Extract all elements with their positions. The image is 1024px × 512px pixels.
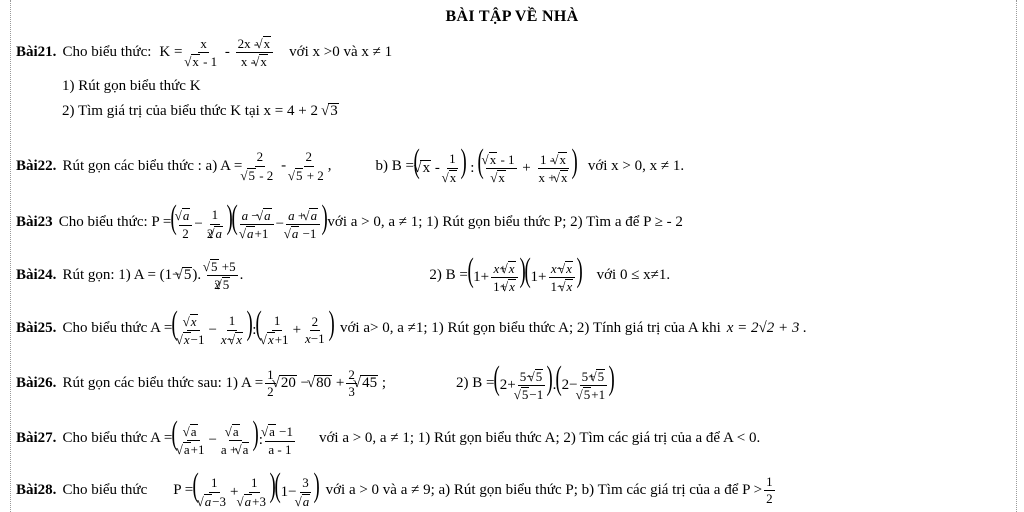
page-title: BÀI TẬP VỀ NHÀ: [445, 8, 579, 25]
exercise-24-condition: với 0 ≤ x≠1.: [596, 267, 671, 284]
exercise-24-label: Bài24.: [16, 267, 57, 284]
exercise-26: [16, 360, 615, 403]
exercise-24-b-label: 2) B =: [429, 267, 468, 284]
exercise-28-text: Cho biểu thức: [62, 481, 148, 498]
exercise-22-b-label: b) B =: [375, 158, 415, 175]
exercise-22-text: Rút gọn các biểu thức : a) A =: [62, 158, 243, 175]
exercise-25-tail: với a> 0, a ≠1; 1) Rút gọn biểu thức A; 2) Tính giá trị của A khi: [339, 320, 721, 337]
exercise-21-item-2: 2) Tìm giá trị của biểu thức K tại x = 4 + 2 √ 3: [62, 103, 339, 120]
exercise-23-label: Bài23: [16, 214, 53, 231]
exercise-23-text: Cho biểu thức: P =: [58, 214, 172, 231]
p-formula-23: ( √ $\frac{a}{2}$ − $\frac{1}{2√ a}$ )( a − √ a √ a+1 − a + √ a √ a −1 ): [171, 204, 327, 241]
exercise-21-text: Cho biểu thức:: [62, 44, 152, 61]
exercise-27-text: Cho biểu thức A =: [62, 430, 173, 447]
exercise-21-item-1: 1) Rút gọn biểu thức K: [62, 78, 201, 94]
a-formula-25: ( √ x √ x−1 − $\frac{1}{x-√ x}$ ):( 1 √ x+1 + $\frac{2}{x-1}$ ): [172, 310, 334, 347]
b-formula-26: (2+ 5−√ 5 √ 5−1 ).(2− 5+√ 5 √ 5+1 ): [494, 365, 614, 402]
a-formula-26: $\frac{1}{2}$ √ 20 − √ 80 + $\frac{2}{3}$ √ 45 ;: [263, 368, 386, 400]
exercise-25: [16, 305, 807, 348]
exercise-21-condition: với x >0 và x ≠ 1: [289, 44, 393, 61]
exercise-27-label: Bài27.: [16, 430, 57, 447]
exercise-23: [16, 199, 683, 242]
exercise-24: [16, 252, 671, 295]
exercise-22-label: Bài22.: [16, 158, 57, 175]
right-margin-line: [1016, 0, 1017, 512]
exercise-23-tail: với a > 0, a ≠ 1; 1) Rút gọn biểu thức P; 2) Tìm a để P ≥ - 2: [327, 214, 683, 231]
b-formula-24: (1+ $\frac{x+√ x}{1+√ x}$ )(1+ $\frac{x-√ x}{1-√ x}$ ): [468, 257, 583, 294]
exercise-28-label: Bài28.: [16, 481, 57, 498]
exercise-25-value: x = 2√2 + 3 .: [726, 320, 807, 337]
a-formula-24: √ 5). √ $\frac{5 +5}{2√ 5}$ .: [181, 259, 244, 293]
exercise-26-label: Bài26.: [16, 375, 57, 392]
exercise-26-text: Rút gọn các biểu thức sau: 1) A =: [62, 375, 264, 392]
exercise-27-tail: với a > 0, a ≠ 1; 1) Rút gọn biểu thức A; 2) Tìm các giá trị của a để A < 0.: [318, 430, 761, 447]
exercise-25-text: Cho biểu thức A =: [62, 320, 173, 337]
k-formula: K = x √ x - 1 - $\frac{2x - √ x}{x - √ x}$: [159, 36, 275, 70]
exercise-28: [16, 467, 777, 509]
exercise-21: [16, 36, 392, 70]
exercise-24-text: Rút gọn: 1) A = (1−: [62, 267, 181, 284]
a-formula-27: ( √ a √ a+1 − √ $\frac{a}{a + √ a}$ ): √ $\frac{a -1}{a - 1}$: [172, 420, 297, 457]
exercise-22: [16, 143, 685, 186]
exercise-26-b-label: 2) B =: [455, 375, 495, 392]
b-formula-22: (√ x - 1 √ x ) : ( √ x - 1 √ x + $\frac{1 - √ x}{x + √ x}$ ): [414, 148, 578, 185]
left-margin-line: [10, 0, 11, 512]
exercise-22-condition: với x > 0, x ≠ 1.: [587, 158, 685, 175]
a-formula-22: 2 √ 5 - 2 - 2 √ 5 + 2 ,: [242, 150, 331, 183]
exercise-28-tail: với a > 0 và a ≠ 9; a) Rút gọn biểu thức P; b) Tìm các giá trị của a để P >: [325, 481, 763, 498]
exercise-21-label: Bài21.: [16, 44, 57, 61]
p-formula-28: ( 1 √ a−3 + 1 √ a+3 )(1− 3 √ a ): [193, 472, 319, 509]
exercise-25-label: Bài25.: [16, 320, 57, 337]
exercise-28-p-label: P =: [173, 481, 194, 498]
exercise-27: [16, 415, 761, 458]
one-half-fraction: $\frac{1}{2}$: [766, 473, 773, 506]
